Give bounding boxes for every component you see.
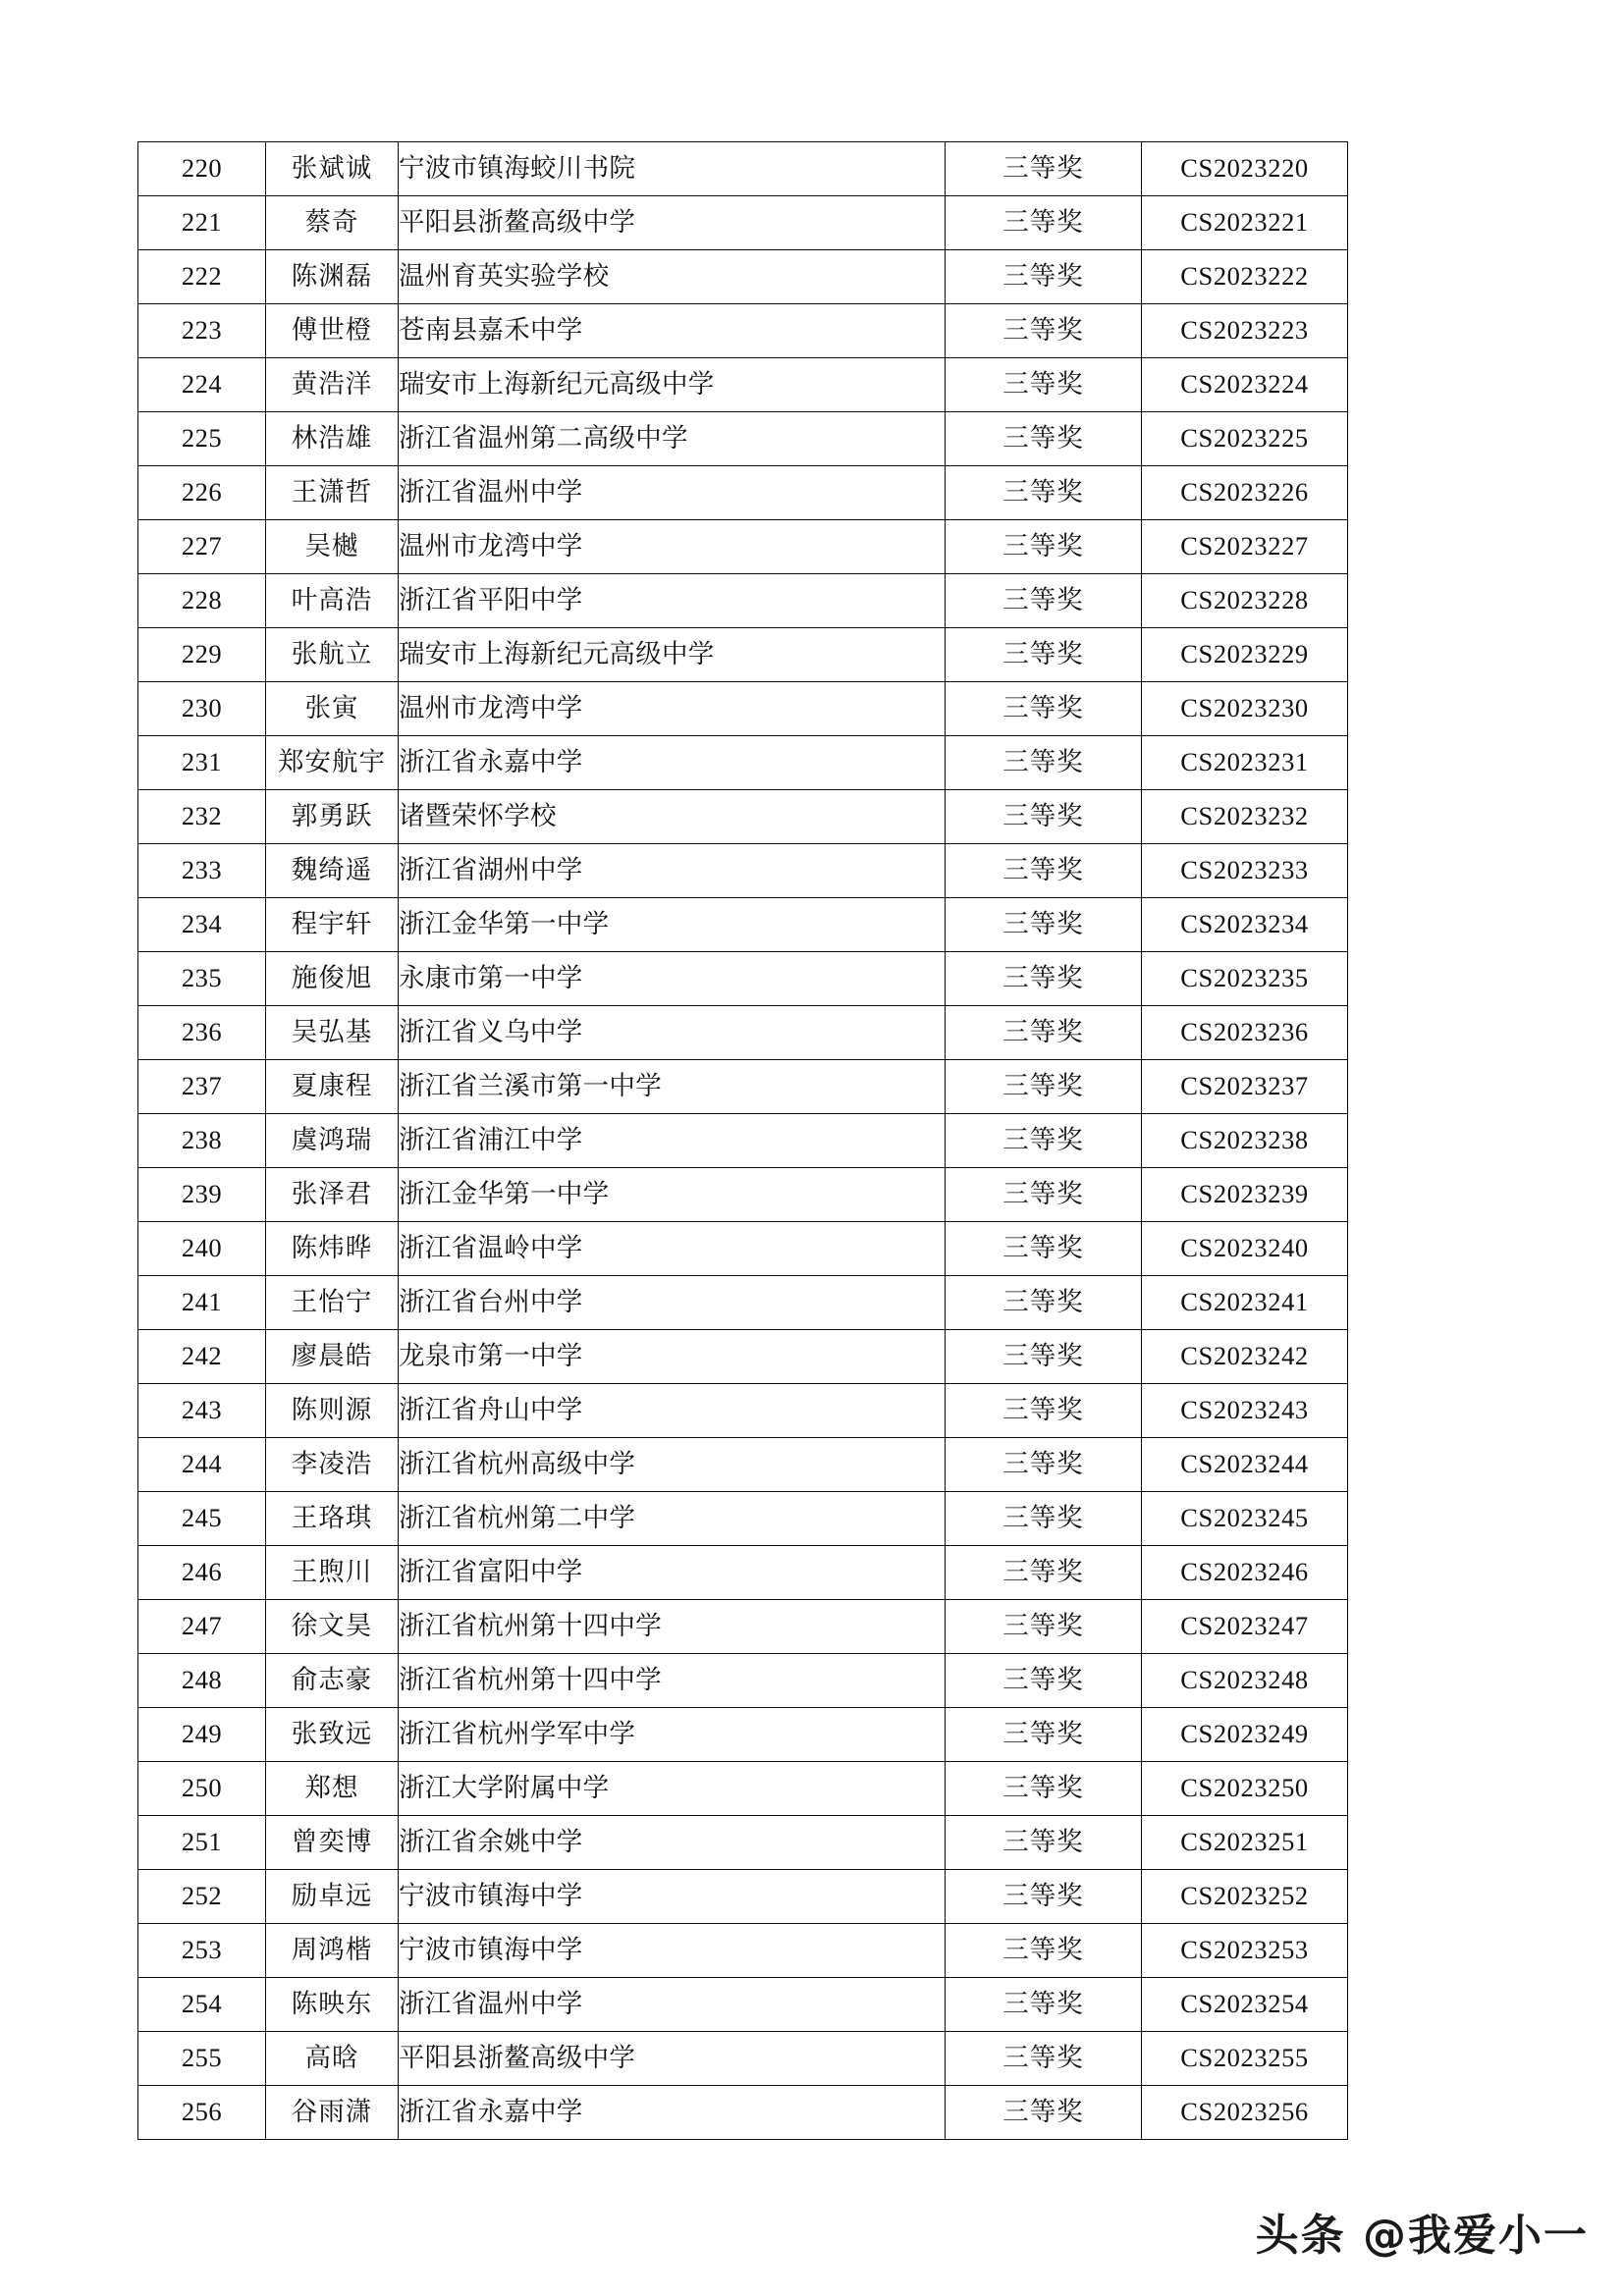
- cell-rank: 244: [138, 1438, 266, 1492]
- table-row: [138, 682, 1348, 736]
- cell-rank: 225: [138, 412, 266, 466]
- cell-name: 高晗: [266, 2032, 399, 2086]
- cell-rank: 240: [138, 1222, 266, 1276]
- cell-school: 浙江省杭州高级中学: [399, 1438, 946, 1492]
- table-row: [138, 412, 1348, 466]
- table-row: [138, 844, 1348, 898]
- cell-award: 三等奖: [946, 142, 1142, 196]
- table-row: [138, 2086, 1348, 2140]
- cell-code: CS2023233: [1142, 844, 1348, 898]
- cell-school: 温州市龙湾中学: [399, 520, 946, 574]
- cell-rank: 241: [138, 1276, 266, 1330]
- cell-award: 三等奖: [946, 1654, 1142, 1708]
- cell-award: 三等奖: [946, 412, 1142, 466]
- table-row: [138, 196, 1348, 250]
- table-row: [138, 1114, 1348, 1168]
- cell-rank: 229: [138, 628, 266, 682]
- table-row: [138, 142, 1348, 196]
- cell-school: 浙江大学附属中学: [399, 1762, 946, 1816]
- cell-school: 瑞安市上海新纪元高级中学: [399, 358, 946, 412]
- cell-school: 浙江省湖州中学: [399, 844, 946, 898]
- cell-name: 傅世橙: [266, 304, 399, 358]
- cell-award: 三等奖: [946, 1438, 1142, 1492]
- cell-rank: 250: [138, 1762, 266, 1816]
- cell-name: 陈炜晔: [266, 1222, 399, 1276]
- cell-school: 浙江省杭州第二中学: [399, 1492, 946, 1546]
- cell-code: CS2023249: [1142, 1708, 1348, 1762]
- cell-code: CS2023234: [1142, 898, 1348, 952]
- cell-school: 平阳县浙鳌高级中学: [399, 2032, 946, 2086]
- cell-award: 三等奖: [946, 952, 1142, 1006]
- cell-code: CS2023229: [1142, 628, 1348, 682]
- cell-school: 宁波市镇海中学: [399, 1924, 946, 1978]
- cell-code: CS2023230: [1142, 682, 1348, 736]
- cell-rank: 246: [138, 1546, 266, 1600]
- cell-rank: 251: [138, 1816, 266, 1870]
- cell-school: 龙泉市第一中学: [399, 1330, 946, 1384]
- cell-rank: 247: [138, 1600, 266, 1654]
- cell-code: CS2023235: [1142, 952, 1348, 1006]
- cell-award: 三等奖: [946, 1492, 1142, 1546]
- cell-rank: 249: [138, 1708, 266, 1762]
- cell-school: 浙江省温州第二高级中学: [399, 412, 946, 466]
- cell-award: 三等奖: [946, 1168, 1142, 1222]
- table-row: [138, 736, 1348, 790]
- cell-name: 魏绮遥: [266, 844, 399, 898]
- cell-code: CS2023238: [1142, 1114, 1348, 1168]
- cell-name: 王煦川: [266, 1546, 399, 1600]
- table-row: [138, 2032, 1348, 2086]
- cell-award: 三等奖: [946, 1978, 1142, 2032]
- cell-award: 三等奖: [946, 1546, 1142, 1600]
- table-row: [138, 952, 1348, 1006]
- cell-code: CS2023236: [1142, 1006, 1348, 1060]
- cell-name: 郭勇跃: [266, 790, 399, 844]
- cell-school: 浙江省温州中学: [399, 1978, 946, 2032]
- cell-name: 黄浩洋: [266, 358, 399, 412]
- cell-rank: 245: [138, 1492, 266, 1546]
- table-row: [138, 1060, 1348, 1114]
- cell-name: 张致远: [266, 1708, 399, 1762]
- table-row: [138, 1870, 1348, 1924]
- cell-award: 三等奖: [946, 250, 1142, 304]
- cell-rank: 243: [138, 1384, 266, 1438]
- cell-school: 浙江金华第一中学: [399, 898, 946, 952]
- cell-name: 曾奕博: [266, 1816, 399, 1870]
- cell-name: 陈则源: [266, 1384, 399, 1438]
- cell-name: 蔡奇: [266, 196, 399, 250]
- cell-school: 浙江省舟山中学: [399, 1384, 946, 1438]
- cell-award: 三等奖: [946, 844, 1142, 898]
- cell-award: 三等奖: [946, 1870, 1142, 1924]
- cell-code: CS2023231: [1142, 736, 1348, 790]
- cell-school: 浙江省浦江中学: [399, 1114, 946, 1168]
- cell-name: 张航立: [266, 628, 399, 682]
- cell-rank: 238: [138, 1114, 266, 1168]
- cell-rank: 239: [138, 1168, 266, 1222]
- cell-award: 三等奖: [946, 1330, 1142, 1384]
- cell-name: 徐文昊: [266, 1600, 399, 1654]
- table-row: [138, 304, 1348, 358]
- table-row: [138, 628, 1348, 682]
- cell-rank: 237: [138, 1060, 266, 1114]
- cell-name: 李凌浩: [266, 1438, 399, 1492]
- cell-school: 浙江省杭州第十四中学: [399, 1654, 946, 1708]
- cell-school: 诸暨荣怀学校: [399, 790, 946, 844]
- cell-award: 三等奖: [946, 304, 1142, 358]
- cell-name: 陈映东: [266, 1978, 399, 2032]
- cell-name: 叶高浩: [266, 574, 399, 628]
- cell-school: 浙江省温州中学: [399, 466, 946, 520]
- cell-code: CS2023255: [1142, 2032, 1348, 2086]
- cell-code: CS2023244: [1142, 1438, 1348, 1492]
- cell-rank: 256: [138, 2086, 266, 2140]
- table-row: [138, 250, 1348, 304]
- cell-award: 三等奖: [946, 1708, 1142, 1762]
- cell-name: 王怡宁: [266, 1276, 399, 1330]
- table-row: [138, 1762, 1348, 1816]
- cell-rank: 254: [138, 1978, 266, 2032]
- table-row: [138, 1708, 1348, 1762]
- cell-award: 三等奖: [946, 682, 1142, 736]
- cell-name: 夏康程: [266, 1060, 399, 1114]
- cell-rank: 253: [138, 1924, 266, 1978]
- cell-rank: 235: [138, 952, 266, 1006]
- cell-rank: 223: [138, 304, 266, 358]
- cell-rank: 252: [138, 1870, 266, 1924]
- cell-rank: 236: [138, 1006, 266, 1060]
- cell-award: 三等奖: [946, 1384, 1142, 1438]
- cell-rank: 220: [138, 142, 266, 196]
- cell-award: 三等奖: [946, 1060, 1142, 1114]
- cell-award: 三等奖: [946, 1600, 1142, 1654]
- table-row: [138, 790, 1348, 844]
- cell-code: CS2023250: [1142, 1762, 1348, 1816]
- table-row: [138, 1978, 1348, 2032]
- cell-school: 永康市第一中学: [399, 952, 946, 1006]
- cell-name: 周鸿楷: [266, 1924, 399, 1978]
- cell-code: CS2023237: [1142, 1060, 1348, 1114]
- cell-name: 陈渊磊: [266, 250, 399, 304]
- cell-rank: 224: [138, 358, 266, 412]
- cell-school: 浙江省台州中学: [399, 1276, 946, 1330]
- table-row: [138, 1384, 1348, 1438]
- cell-name: 吴弘基: [266, 1006, 399, 1060]
- cell-rank: 227: [138, 520, 266, 574]
- cell-name: 吴樾: [266, 520, 399, 574]
- cell-award: 三等奖: [946, 1276, 1142, 1330]
- cell-code: CS2023220: [1142, 142, 1348, 196]
- cell-rank: 233: [138, 844, 266, 898]
- cell-school: 温州市龙湾中学: [399, 682, 946, 736]
- table-row: [138, 1330, 1348, 1384]
- cell-school: 浙江省永嘉中学: [399, 2086, 946, 2140]
- cell-school: 浙江省永嘉中学: [399, 736, 946, 790]
- cell-school: 温州育英实验学校: [399, 250, 946, 304]
- cell-name: 张泽君: [266, 1168, 399, 1222]
- cell-code: CS2023247: [1142, 1600, 1348, 1654]
- cell-award: 三等奖: [946, 2032, 1142, 2086]
- table-row: [138, 1924, 1348, 1978]
- table-row: [138, 1276, 1348, 1330]
- cell-code: CS2023221: [1142, 196, 1348, 250]
- table-row: [138, 1816, 1348, 1870]
- cell-code: CS2023254: [1142, 1978, 1348, 2032]
- cell-award: 三等奖: [946, 1006, 1142, 1060]
- cell-rank: 232: [138, 790, 266, 844]
- award-list-body: [138, 142, 1348, 2140]
- cell-award: 三等奖: [946, 358, 1142, 412]
- cell-code: CS2023232: [1142, 790, 1348, 844]
- cell-code: CS2023226: [1142, 466, 1348, 520]
- table-row: [138, 1006, 1348, 1060]
- cell-school: 浙江省杭州学军中学: [399, 1708, 946, 1762]
- cell-name: 俞志豪: [266, 1654, 399, 1708]
- cell-code: CS2023241: [1142, 1276, 1348, 1330]
- cell-award: 三等奖: [946, 1114, 1142, 1168]
- award-list-table-container: [137, 141, 1347, 2140]
- cell-name: 王潇哲: [266, 466, 399, 520]
- cell-school: 浙江省富阳中学: [399, 1546, 946, 1600]
- cell-award: 三等奖: [946, 1924, 1142, 1978]
- cell-code: CS2023252: [1142, 1870, 1348, 1924]
- cell-name: 林浩雄: [266, 412, 399, 466]
- cell-code: CS2023222: [1142, 250, 1348, 304]
- table-row: [138, 1222, 1348, 1276]
- cell-code: CS2023243: [1142, 1384, 1348, 1438]
- table-row: [138, 358, 1348, 412]
- cell-award: 三等奖: [946, 1816, 1142, 1870]
- cell-name: 施俊旭: [266, 952, 399, 1006]
- cell-school: 浙江省温岭中学: [399, 1222, 946, 1276]
- table-row: [138, 520, 1348, 574]
- cell-name: 张寅: [266, 682, 399, 736]
- cell-award: 三等奖: [946, 574, 1142, 628]
- cell-award: 三等奖: [946, 520, 1142, 574]
- cell-code: CS2023251: [1142, 1816, 1348, 1870]
- cell-rank: 221: [138, 196, 266, 250]
- table-row: [138, 1438, 1348, 1492]
- cell-name: 郑想: [266, 1762, 399, 1816]
- cell-school: 浙江省平阳中学: [399, 574, 946, 628]
- cell-award: 三等奖: [946, 196, 1142, 250]
- cell-rank: 234: [138, 898, 266, 952]
- table-row: [138, 1168, 1348, 1222]
- cell-award: 三等奖: [946, 736, 1142, 790]
- table-row: [138, 1546, 1348, 1600]
- cell-rank: 255: [138, 2032, 266, 2086]
- cell-award: 三等奖: [946, 2086, 1142, 2140]
- table-row: [138, 1600, 1348, 1654]
- cell-award: 三等奖: [946, 1222, 1142, 1276]
- cell-code: CS2023227: [1142, 520, 1348, 574]
- table-row: [138, 466, 1348, 520]
- cell-code: CS2023245: [1142, 1492, 1348, 1546]
- cell-name: 张斌诚: [266, 142, 399, 196]
- cell-code: CS2023239: [1142, 1168, 1348, 1222]
- cell-school: 苍南县嘉禾中学: [399, 304, 946, 358]
- cell-school: 浙江金华第一中学: [399, 1168, 946, 1222]
- cell-name: 郑安航宇: [266, 736, 399, 790]
- cell-code: CS2023248: [1142, 1654, 1348, 1708]
- cell-name: 励卓远: [266, 1870, 399, 1924]
- table-row: [138, 1492, 1348, 1546]
- cell-code: CS2023223: [1142, 304, 1348, 358]
- cell-rank: 248: [138, 1654, 266, 1708]
- cell-code: CS2023242: [1142, 1330, 1348, 1384]
- cell-code: CS2023225: [1142, 412, 1348, 466]
- cell-school: 浙江省义乌中学: [399, 1006, 946, 1060]
- cell-school: 宁波市镇海中学: [399, 1870, 946, 1924]
- cell-rank: 222: [138, 250, 266, 304]
- table-row: [138, 1654, 1348, 1708]
- cell-rank: 226: [138, 466, 266, 520]
- cell-name: 廖晨皓: [266, 1330, 399, 1384]
- cell-code: CS2023240: [1142, 1222, 1348, 1276]
- cell-rank: 242: [138, 1330, 266, 1384]
- cell-code: CS2023256: [1142, 2086, 1348, 2140]
- cell-rank: 231: [138, 736, 266, 790]
- cell-award: 三等奖: [946, 1762, 1142, 1816]
- table-row: [138, 898, 1348, 952]
- cell-award: 三等奖: [946, 898, 1142, 952]
- cell-code: CS2023224: [1142, 358, 1348, 412]
- cell-rank: 228: [138, 574, 266, 628]
- cell-name: 程宇轩: [266, 898, 399, 952]
- cell-name: 谷雨潇: [266, 2086, 399, 2140]
- cell-school: 浙江省余姚中学: [399, 1816, 946, 1870]
- cell-rank: 230: [138, 682, 266, 736]
- cell-name: 虞鸿瑞: [266, 1114, 399, 1168]
- award-list-table: [137, 141, 1348, 2140]
- cell-school: 宁波市镇海蛟川书院: [399, 142, 946, 196]
- cell-award: 三等奖: [946, 466, 1142, 520]
- cell-school: 平阳县浙鳌高级中学: [399, 196, 946, 250]
- cell-award: 三等奖: [946, 790, 1142, 844]
- cell-name: 王珞琪: [266, 1492, 399, 1546]
- cell-code: CS2023228: [1142, 574, 1348, 628]
- cell-school: 浙江省杭州第十四中学: [399, 1600, 946, 1654]
- watermark: 头条 @我爱小一: [1255, 2211, 1589, 2261]
- cell-school: 浙江省兰溪市第一中学: [399, 1060, 946, 1114]
- cell-award: 三等奖: [946, 628, 1142, 682]
- table-row: [138, 574, 1348, 628]
- cell-school: 瑞安市上海新纪元高级中学: [399, 628, 946, 682]
- cell-code: CS2023246: [1142, 1546, 1348, 1600]
- cell-code: CS2023253: [1142, 1924, 1348, 1978]
